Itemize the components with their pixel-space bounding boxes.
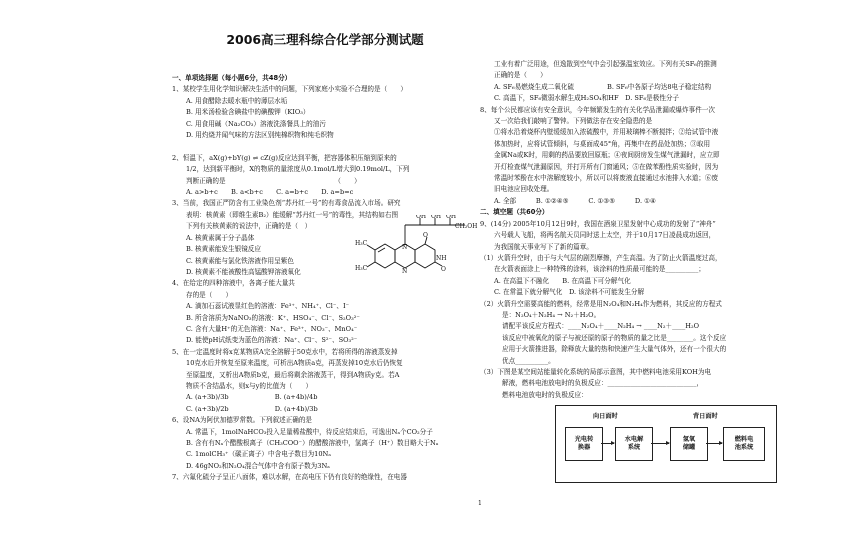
fuel-cell-box: 燃料电 池系统 [723,427,765,461]
text-line: 是：N₂O₄＋N₂H₄ → N₂＋H₂O。 [502,310,601,319]
text-line: 工业有着广泛用途，但逸散到空气中会引起强温室效应。下列有关SF₆的推测 [494,60,717,68]
text-line: 8、每个公民都应该有安全意识，今年频繁发生的有关化学品泄漏或爆炸事件一次 [480,105,715,114]
text-line: （3）下图是某空间站能量转化系统的局部示意图，其中燃料电池采用KOH为电 [480,367,712,376]
svg-text:N: N [402,268,408,275]
text-line: 金属Na或K时，用剩的药品要放回原瓶；④夜间厨房发生煤气泄漏时，应立即 [494,151,720,160]
svg-text:O: O [423,232,428,239]
page-number: 1 [478,500,482,507]
text-line: A. 核黄素属于分子晶体 [186,233,255,242]
text-line: A. SF₆易燃烧生成二氧化硫 B. SF₆中各原子均达8电子稳定结构 [494,82,712,91]
shade-side-label: 背日面时 [693,413,718,420]
text-line: C. 在常温下就分解气化 D. 该涂料不可能发生分解 [494,288,645,297]
text-line [172,141,472,152]
text-line: 六号载人飞船，将两名航天员同时送上太空，并于10月17日凌晨成功返回， [494,231,716,240]
photoelectric-converter-box: 光电转 换器 [565,427,603,461]
arrow-3 [706,443,722,444]
svg-text:OH: OH [416,215,427,220]
text-line: D. 核黄素不能被酸性高锰酸钾溶液氧化 [186,267,301,276]
svg-text:H₃C: H₃C [355,265,368,272]
svg-text:O: O [441,266,446,273]
text-line: D. 46gNO₂和N₂O₄混合气体中含有原子数为3Nₐ [186,461,330,470]
sunlit-side-label: 向日面时 [593,413,618,420]
text-line: A. 用食醋除去暖水瓶中的薄层水垢 [186,96,288,105]
text-line: B. 所含溶质为NaNO₃的溶液：K⁺、HSO₄⁻、Cl⁻、S₂O₃²⁻ [186,313,360,322]
text-line: A. 在高温下不融化 B. 在高温下可分解气化 [494,276,631,285]
svg-text:NH: NH [436,255,447,262]
energy-conversion-diagram [555,405,777,483]
text-line: 9、(14分) 2005年10月12日9时，我国在酒泉卫星发射中心成功的发射了“神舟” [480,219,716,228]
text-line: C. 1molCH₃⁺（碳正离子）中含电子数目为10Nₐ [186,450,331,459]
text-line: 5、在一定温度时将x克某物质A完全溶解于50克水中，若将所得的溶液蒸发掉 [172,347,398,356]
right-column [480,59,780,401]
text-line: C. 含有大量H⁺的无色溶液：Na⁺、Fe³⁺、NO₃⁻、MnO₄⁻ [186,324,358,333]
text-line: D. 能使pH试纸变为蓝色的溶液：Na⁺、Cl⁻、S²⁻、SO₃²⁻ [186,336,358,345]
text-line: 优点__________。 [502,356,555,365]
text-line: 解液，燃料电池放电时的负极反应：___________________________， [502,379,704,388]
water-electrolysis-box: 水电解 系统 [615,427,653,461]
text-line: （1）火箭升空时，由于与大气层的剧烈摩擦，产生高温。为了防止火箭温度过高， [480,253,722,262]
text-line: 应用于火箭推进器，除释放大量的热和快速产生大量气体外，还有一个很大的 [502,345,727,354]
text-line: D. 用灼烧并闻气味的方法区别纯棉织物和纯毛织物 [186,131,334,140]
hydrogen-oxygen-tank-box: 氢氧 储罐 [670,427,708,461]
text-line: A. 滴加石蕊试液显红色的溶液：Fe³⁺、NH₄⁺、Cl⁻、I⁻ [186,302,350,311]
page-title: 2006高三理科综合化学部分测试题 [226,32,424,47]
text-line: 至原温度，又析出A物质b克，最后将剩余溶液蒸干，得到A物质y克。若A [186,370,400,379]
text-line: C. (a+3b)/2b D. (a+4b)/3b [186,404,318,413]
section-heading: 二、填空题（共60分） [480,208,549,217]
text-line: 表明：核黄素（即维生素B₂）能缓解“苏丹红一号”的毒性，其结构如右图 [186,210,399,219]
text-line: 在火箭表面涂上一种特殊的涂料，该涂料的性质最可能的是__________； [494,265,705,274]
text-line: B. 含有有Nₐ个醋酸根离子（CH₃COO⁻）的醋酸溶液中，氢离子（H⁺）数目略大于Nₐ [186,439,439,447]
arrow-2 [651,443,669,444]
text-line: B. 核黄素能发生银镜反应 [186,245,261,254]
text-line: C. 用食用碱（Na₂CO₃）溶液洗涤餐具上的油污 [186,119,326,128]
text-line: 1/2，达到新平衡时，X的物质的量浓度从0.1mol/L增大到0.19mol/L，下列 [186,165,410,174]
text-line: C. 核黄素能与氯化铁溶液作用呈紫色 [186,256,294,265]
text-line: A. 全部 B. ①②④⑤ C. ①③⑤ D. ①④ [494,196,656,205]
text-line: 体加热时，应将试管倾斜，与桌面成45°角，再集中在药品处加热；③取用 [494,139,711,148]
text-line: A. a>b+c B. a<b+c C. a=b+c D. a=b=c [186,188,354,197]
text-line: C. 高温下，SF₆微弱水解生成H₂SO₄和HF D. SF₆是极性分子 [494,94,680,103]
text-line: 旧电池应回收处理。 [494,185,554,194]
text-line: 6、设NA为阿伏加德罗常数。下列叙述正确的是 [172,416,313,425]
text-line: A. 常温下，1molNaHCO₃投入足量稀盐酸中，待反应结束后，可逸出Nₐ个CO₂分子 [186,427,433,436]
text-line: 又一次给我们敲响了警钟。下列做法存在安全隐患的是 [494,117,653,126]
text-line: 3、当前，我国正严防含有工业染色剂“苏丹红一号”的有毒食品流入市场。研究 [172,199,401,208]
text-line: 燃料电池放电时的负极反应： [502,390,588,399]
svg-text:OH: OH [446,215,457,220]
text-line: ①将水沿着烧杯内壁缓缓加入浓硫酸中，并用玻璃棒不断搅拌；②给试管中液 [494,128,719,137]
text-line: 7、六氟化硫分子呈正八面体，难以水解，在高电压下仍有良好的绝缘性，在电器 [172,473,407,482]
arrow-1 [601,443,614,444]
svg-text:H₃C: H₃C [355,240,368,247]
text-line: B. 用米汤检验含碘盐中的碘酸钾（KIO₃） [186,108,310,117]
text-line: （2）火箭升空需要高能的燃料，经常是用N₂O₄和N₂H₄作为燃料，其反应的方程式 [480,299,722,308]
text-line: 1、某校学生用化学知识解决生活中的问题，下列家庭小实验不合理的是（ ） [172,85,407,94]
text-line: A. (a+3b)/3b B. (a+4b)/4b [186,393,318,402]
riboflavin-structure-image [355,215,480,295]
text-line: 该反应中被氧化的原子与被还原的原子的物质的量之比是________。这个反应 [502,333,727,342]
text-line: 4、在给定的四种溶液中，各离子能大量共 [172,279,295,288]
text-line: 常温时苯酚在水中溶解度较小，所以可以将废液直接通过水池排入水道；⑥废 [494,174,719,183]
text-line: 2、恒温下，aX(g)+bY(g) ⇌ cZ(g)反应达到平衡，把容器体积压缩到原来的 [172,153,397,162]
text-line: 物质不含结晶水，则x与y的比值为（ ） [186,381,313,390]
text-line: 为我国航天事业写下了新的篇章。 [494,242,593,251]
text-line: 存的是（ ） [186,290,233,299]
text-line: 开灯检查煤气泄漏原因，并打开所有门窗通风；⑤在做苯酚性质实验时，因为 [494,162,719,171]
text-line: 10克水后并恢复至原来温度，可析出A物质a克，再蒸发掉10克水后仍恢复 [186,359,403,368]
text-line: 请配平该反应方程式：____N₂O₄＋____N₂H₄ → ____N₂＋____H₂O [502,322,700,331]
svg-text:N: N [402,244,408,251]
svg-text:CH₂OH: CH₂OH [455,223,478,230]
text-line: 判断正确的是 （ ） [186,176,361,185]
text-line: 下列有关核黄素的说法中，正确的是（ ） [186,222,312,231]
svg-text:OH: OH [431,215,442,220]
section-heading: 一、单项选择题（每小题6分，共48分） [172,74,292,82]
text-line: 正确的是（ ） [494,71,547,80]
